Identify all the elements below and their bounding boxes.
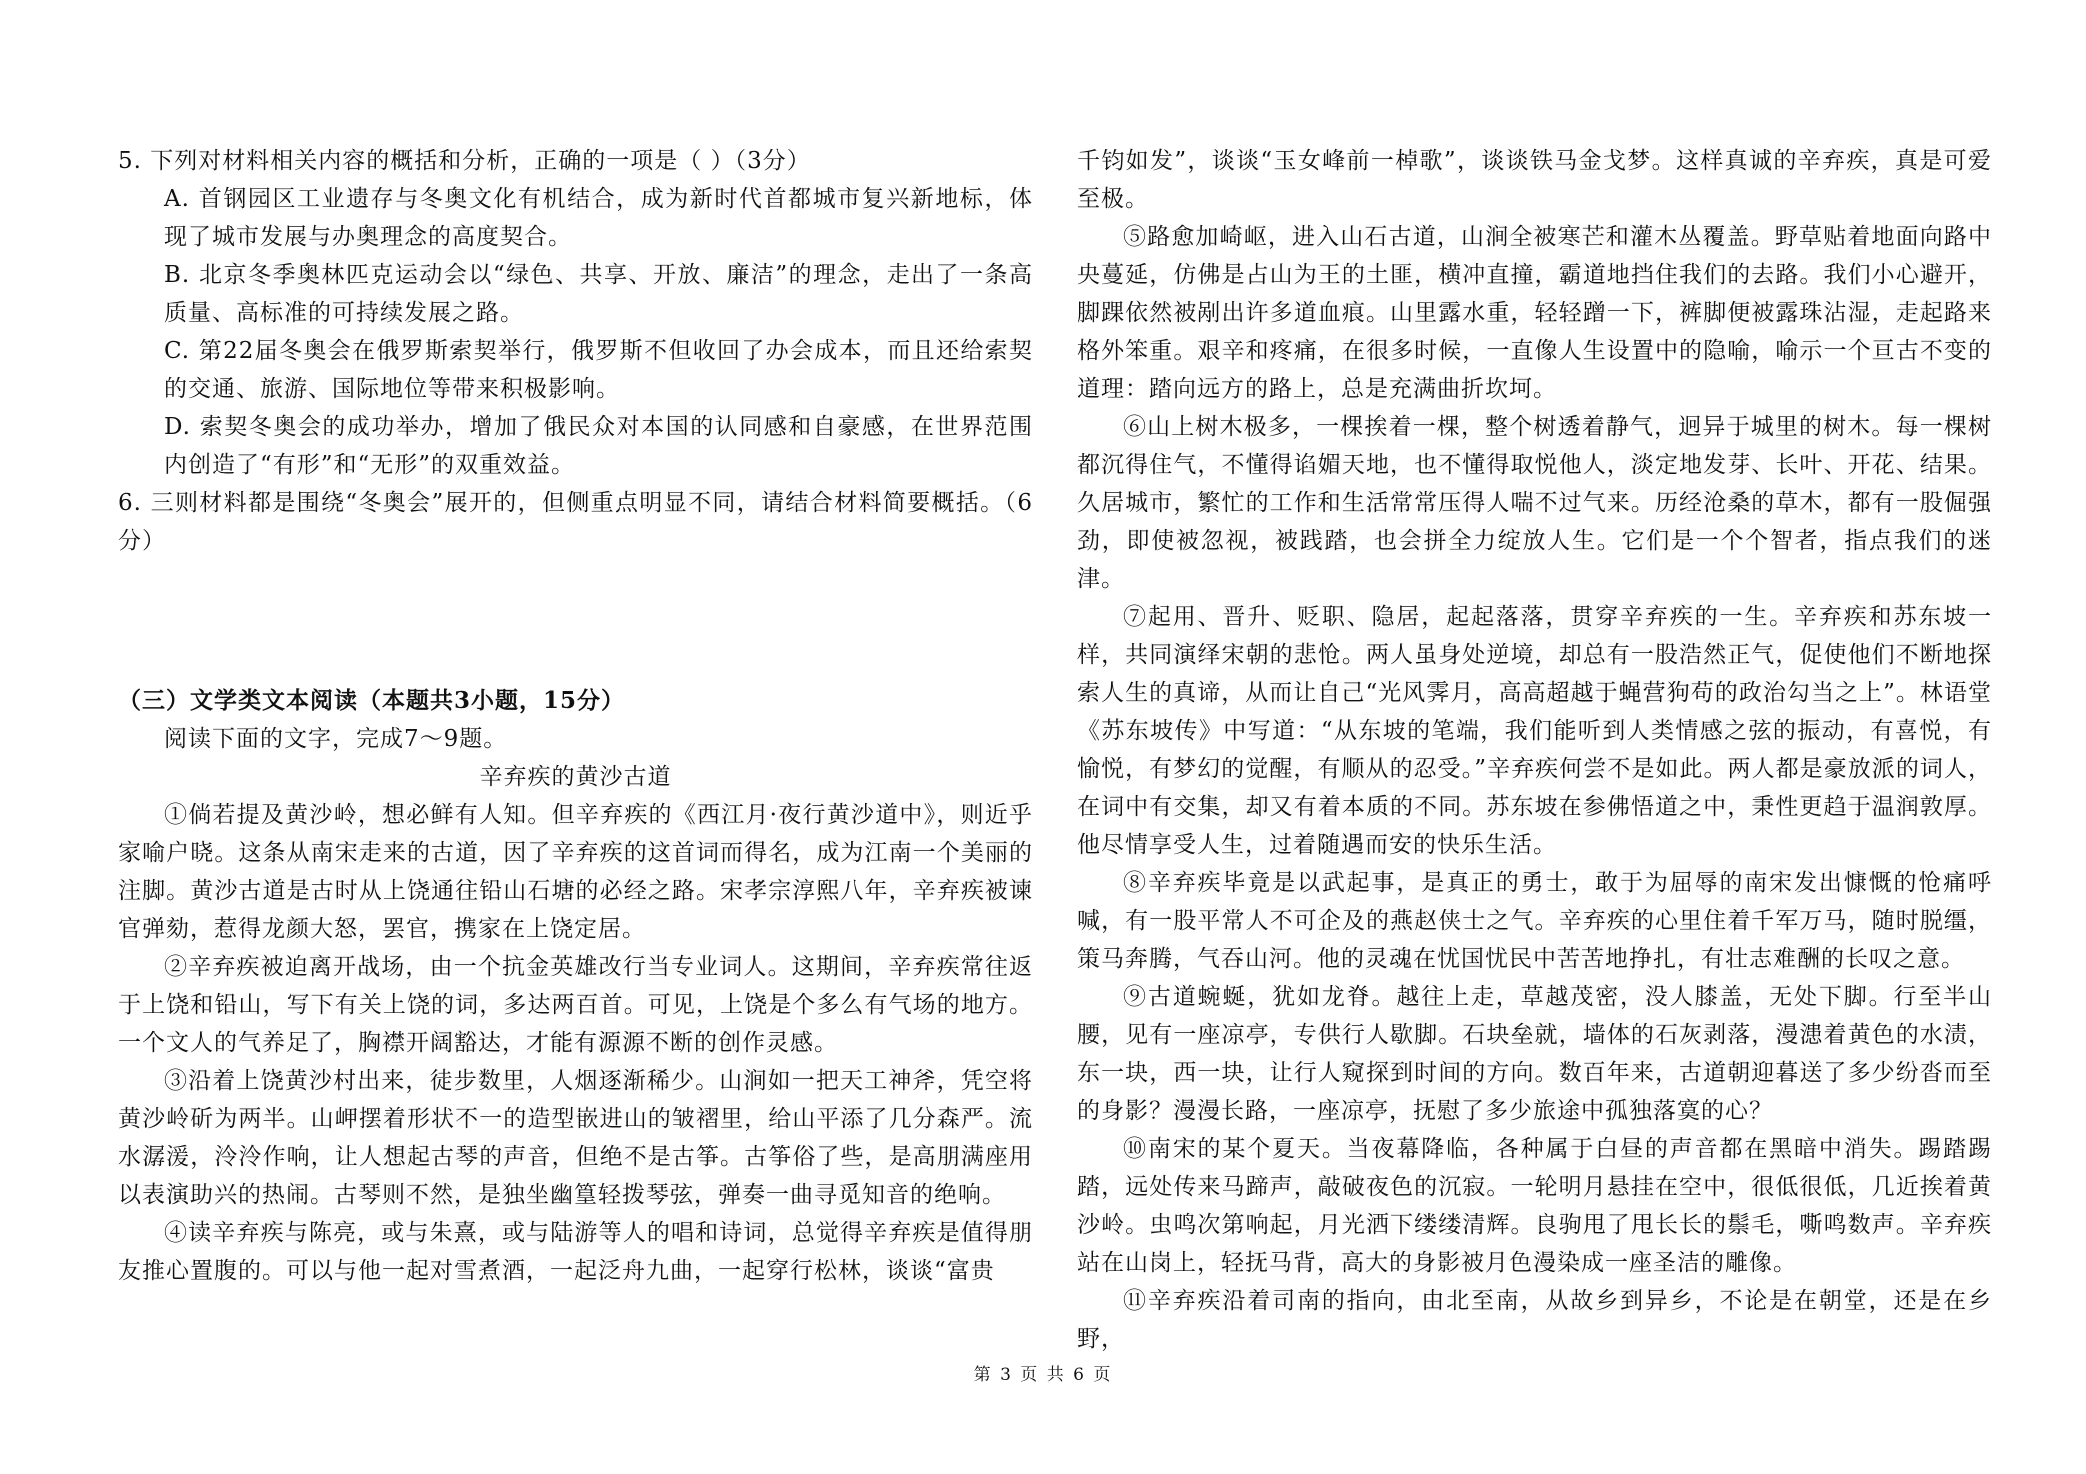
paragraph-4: ④读辛弃疾与陈亮，或与朱熹，或与陆游等人的唱和诗词，总觉得辛弃疾是值得朋友推心置腹的。可以与他一起对雪煮酒，一起泛舟九曲，一起穿行松林，谈谈“富贵 bbox=[118, 1220, 1033, 1284]
paragraph-6: ⑥山上树木极多，一棵挨着一棵，整个树透着静气，迥异于城里的树木。每一棵树都沉得住气，不懂得谄媚天地，也不懂得取悦他人，淡定地发芽、长叶、开花、结果。久居城市，繁忙的工作和生活常常压得人喘不过气来。历经沧桑的草木，都有一股倔强劲，即使被忽视，被践踏，也会拼全力绽放人生。它们是一个个智者，指点我们的迷津。 bbox=[1077, 414, 1992, 592]
paragraph-9: ⑨古道蜿蜒，犹如龙脊。越往上走，草越茂密，没人膝盖，无处下脚。行至半山腰，见有一座凉亭，专供行人歇脚。石块垒就，墙体的石灰剥落，漫漶着黄色的水渍，东一块，西一块，让行人窥探到时间的方向。数百年来，古道朝迎暮送了多少纷沓而至的身影？漫漫长路，一座凉亭，抚慰了多少旅途中孤独落寞的心？ bbox=[1077, 984, 1992, 1124]
question-6-stem: 6. 三则材料都是围绕“冬奥会”展开的，但侧重点明显不同，请结合材料简要概括。（6分） bbox=[118, 490, 1033, 554]
paragraph-8: ⑧辛弃疾毕竟是以武起事，是真正的勇士，敢于为屈辱的南宋发出慷慨的怆痛呼喊，有一股平常人不可企及的燕赵侠士之气。辛弃疾的心里住着千军万马，随时脱缰，策马奔腾，气吞山河。他的灵魂在忧国忧民中苦苦地挣扎，有壮志难酬的长叹之意。 bbox=[1077, 870, 1992, 972]
left-column bbox=[118, 142, 1033, 1290]
question-5-stem: 5. 下列对材料相关内容的概括和分析，正确的一项是（ ）（3分） bbox=[118, 148, 811, 174]
question-5-option-b: B. 北京冬季奥林匹克运动会以“绿色、共享、开放、廉洁”的理念，走出了一条高质量、高标准的可持续发展之路。 bbox=[164, 262, 1033, 326]
paragraph-4-continued: 千钧如发”，谈谈“玉女峰前一棹歌”，谈谈铁马金戈梦。这样真诚的辛弃疾，真是可爱至极。 bbox=[1077, 148, 1992, 212]
answer-space bbox=[118, 560, 1033, 682]
section-title: （三）文学类文本阅读（本题共3小题，15分） bbox=[118, 687, 626, 714]
right-column bbox=[1077, 142, 1992, 1358]
paragraph-10: ⑩南宋的某个夏天。当夜幕降临，各种属于白昼的声音都在黑暗中消失。踢踏踢踏，远处传来马蹄声，敲破夜色的沉寂。一轮明月悬挂在空中，很低很低，几近挨着黄沙岭。虫鸣次第响起，月光洒下缕缕清辉。良驹甩了甩长长的鬃毛，嘶鸣数声。辛弃疾站在山岗上，轻抚马背，高大的身影被月色漫染成一座圣洁的雕像。 bbox=[1077, 1136, 1992, 1276]
paragraph-3: ③沿着上饶黄沙村出来，徒步数里，人烟逐渐稀少。山涧如一把天工神斧，凭空将黄沙岭斫为两半。山岬摆着形状不一的造型嵌进山的皱褶里，给山平添了几分森严。流水潺湲，泠泠作响，让人想起古琴的声音，但绝不是古筝。古筝俗了些，是高朋满座用以表演助兴的热闹。古琴则不然，是独坐幽篁轻拨琴弦，弹奏一曲寻觅知音的绝响。 bbox=[118, 1068, 1033, 1208]
paragraph-1: ①倘若提及黄沙岭，想必鲜有人知。但辛弃疾的《西江月·夜行黄沙道中》，则近乎家喻户晓。这条从南宋走来的古道，因了辛弃疾的这首词而得名，成为江南一个美丽的注脚。黄沙古道是古时从上饶通往铅山石塘的必经之路。宋孝宗淳熙八年，辛弃疾被谏官弹劾，惹得龙颜大怒，罢官，携家在上饶定居。 bbox=[118, 802, 1033, 942]
question-5-option-a: A. 首钢园区工业遗存与冬奥文化有机结合，成为新时代首都城市复兴新地标，体现了城市发展与办奥理念的高度契合。 bbox=[164, 186, 1033, 250]
page-footer: 第 3 页 共 6 页 bbox=[973, 1365, 1113, 1385]
paragraph-2: ②辛弃疾被迫离开战场，由一个抗金英雄改行当专业词人。这期间，辛弃疾常往返于上饶和铅山，写下有关上饶的词，多达两百首。可见，上饶是个多么有气场的地方。一个文人的气养足了，胸襟开阔豁达，才能有源源不断的创作灵感。 bbox=[118, 954, 1033, 1056]
text-title: 辛弃疾的黄沙古道 bbox=[479, 764, 672, 790]
paragraph-7: ⑦起用、晋升、贬职、隐居，起起落落，贯穿辛弃疾的一生。辛弃疾和苏东坡一样，共同演绎宋朝的悲怆。两人虽身处逆境，却总有一股浩然正气，促使他们不断地探索人生的真谛，从而让自己“光风霁月，高高超越于蝇营狗苟的政治勾当之上”。林语堂《苏东坡传》中写道：“从东坡的笔端，我们能听到人类情感之弦的振动，有喜悦，有愉悦，有梦幻的觉醒，有顺从的忍受。”辛弃疾何尝不是如此。两人都是豪放派的词人，在词中有交集，却又有着本质的不同。苏东坡在参佛悟道之中，秉性更趋于温润敦厚。他尽情享受人生，过着随遇而安的快乐生活。 bbox=[1077, 604, 1992, 858]
reading-instruction: 阅读下面的文字，完成7～9题。 bbox=[164, 726, 508, 752]
paragraph-5: ⑤路愈加崎岖，进入山石古道，山涧全被寒芒和灌木丛覆盖。野草贴着地面向路中央蔓延，仿佛是占山为王的土匪，横冲直撞，霸道地挡住我们的去路。我们小心避开，脚踝依然被剐出许多道血痕。山里露水重，轻轻蹭一下，裤脚便被露珠沾湿，走起路来格外笨重。艰辛和疼痛，在很多时候，一直像人生设置中的隐喻，喻示一个亘古不变的道理：踏向远方的路上，总是充满曲折坎坷。 bbox=[1077, 224, 1992, 402]
question-5-option-c: C. 第22届冬奥会在俄罗斯索契举行，俄罗斯不但收回了办会成本，而且还给索契的交通、旅游、国际地位等带来积极影响。 bbox=[164, 338, 1033, 402]
paragraph-11: ⑪辛弃疾沿着司南的指向，由北至南，从故乡到异乡，不论是在朝堂，还是在乡野， bbox=[1077, 1288, 1992, 1352]
question-5-option-d: D. 索契冬奥会的成功举办，增加了俄民众对本国的认同感和自豪感，在世界范围内创造了“有形”和“无形”的双重效益。 bbox=[164, 414, 1033, 478]
